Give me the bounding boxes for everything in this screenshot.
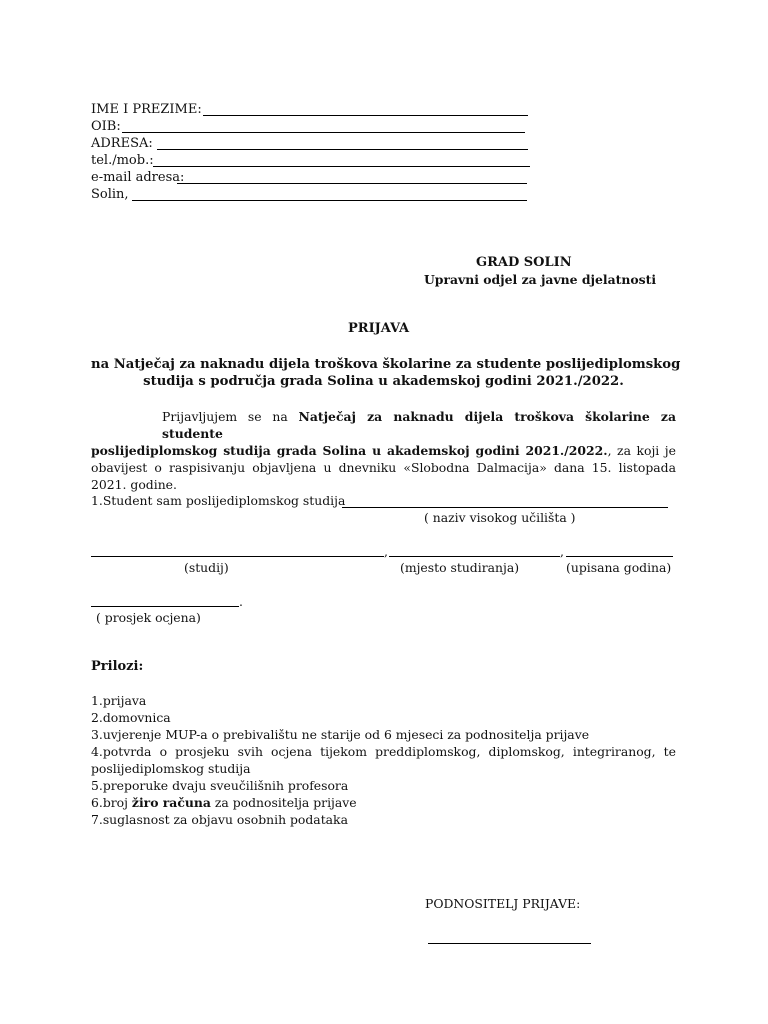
study-underline[interactable] — [91, 556, 384, 557]
separator-1: , — [384, 544, 388, 559]
paragraph-rest-2: , za koji je — [607, 443, 676, 458]
phone-underline[interactable] — [153, 166, 530, 167]
paragraph-bold-1: Natječaj za naknadu dijela troškova školarine za studente — [162, 409, 676, 441]
oib-underline[interactable] — [122, 132, 525, 133]
paragraph-line-4: 2021. godine. — [91, 477, 177, 492]
paragraph-line-3: obavijest o raspisivanju objavljena u dnevniku «Slobodna Dalmacija» dana 15. listopada — [91, 460, 676, 475]
place-underline[interactable] — [389, 556, 560, 557]
item-6-bold: žiro računa — [131, 795, 211, 810]
application-paragraph — [91, 408, 676, 493]
solin-label: Solin, — [91, 187, 129, 202]
list-item: poslijediplomskog studija — [91, 761, 251, 776]
paragraph-bold-2: poslijediplomskog studija grada Solina u akademskoj godini 2021./2022. — [91, 443, 608, 458]
subtitle-line-1: na Natječaj za naknadu dijela troškova školarine za studente poslijediplomskog — [91, 357, 681, 372]
year-underline[interactable] — [566, 556, 673, 557]
grade-caption: ( prosjek ocjena) — [96, 610, 201, 625]
year-caption: (upisana godina) — [566, 560, 672, 575]
email-label: e-mail adresa: — [91, 170, 185, 185]
phone-label: tel./mob.: — [91, 153, 154, 168]
institution-underline[interactable] — [342, 507, 668, 508]
name-label: IME I PREZIME: — [91, 102, 202, 117]
list-item: 1.prijava — [91, 693, 147, 708]
attachments-heading: Prilozi: — [91, 659, 144, 674]
list-item: 4.potvrda o prosjeku svih ocjena tijekom preddiplomskog, diplomskog, integriranog, te — [91, 744, 676, 759]
list-item: 2.domovnica — [91, 710, 171, 725]
study-caption: (studij) — [184, 560, 229, 575]
grade-dot: . — [239, 594, 243, 609]
paragraph-line-2 — [91, 442, 676, 459]
grade-underline[interactable] — [91, 606, 239, 607]
item-6-prefix: 6.broj — [91, 795, 132, 810]
recipient-city: GRAD SOLIN — [476, 255, 572, 270]
signature-label: PODNOSITELJ PRIJAVE: — [425, 896, 581, 911]
oib-label: OIB: — [91, 119, 121, 134]
list-item — [91, 795, 357, 810]
solin-date-underline[interactable] — [132, 200, 527, 201]
recipient-department: Upravni odjel za javne djelatnosti — [424, 272, 657, 287]
list-item: 3.uvjerenje MUP-a o prebivalištu ne starije od 6 mjeseci za podnositelja prijave — [91, 727, 590, 742]
paragraph-lead: Prijavljujem se na — [162, 409, 299, 424]
list-item: 5.preporuke dvaju sveučilišnih profesora — [91, 778, 349, 793]
paragraph-line-1 — [91, 408, 676, 442]
name-underline[interactable] — [203, 115, 528, 116]
address-underline[interactable] — [157, 149, 528, 150]
subtitle-line-2: studija s područja grada Solina u akademskoj godini 2021./2022. — [143, 374, 624, 389]
institution-caption: ( naziv visokog učilišta ) — [424, 510, 576, 525]
address-label: ADRESA: — [91, 136, 153, 151]
separator-2: , — [560, 544, 564, 559]
document-title: PRIJAVA — [348, 321, 410, 336]
place-caption: (mjesto studiranja) — [400, 560, 520, 575]
email-underline[interactable] — [177, 183, 527, 184]
item-6-rest: za podnositelja prijave — [210, 795, 357, 810]
student-statement: 1.Student sam poslijediplomskog studija — [91, 493, 346, 508]
list-item: 7.suglasnost za objavu osobnih podataka — [91, 812, 348, 827]
signature-underline[interactable] — [428, 943, 591, 944]
